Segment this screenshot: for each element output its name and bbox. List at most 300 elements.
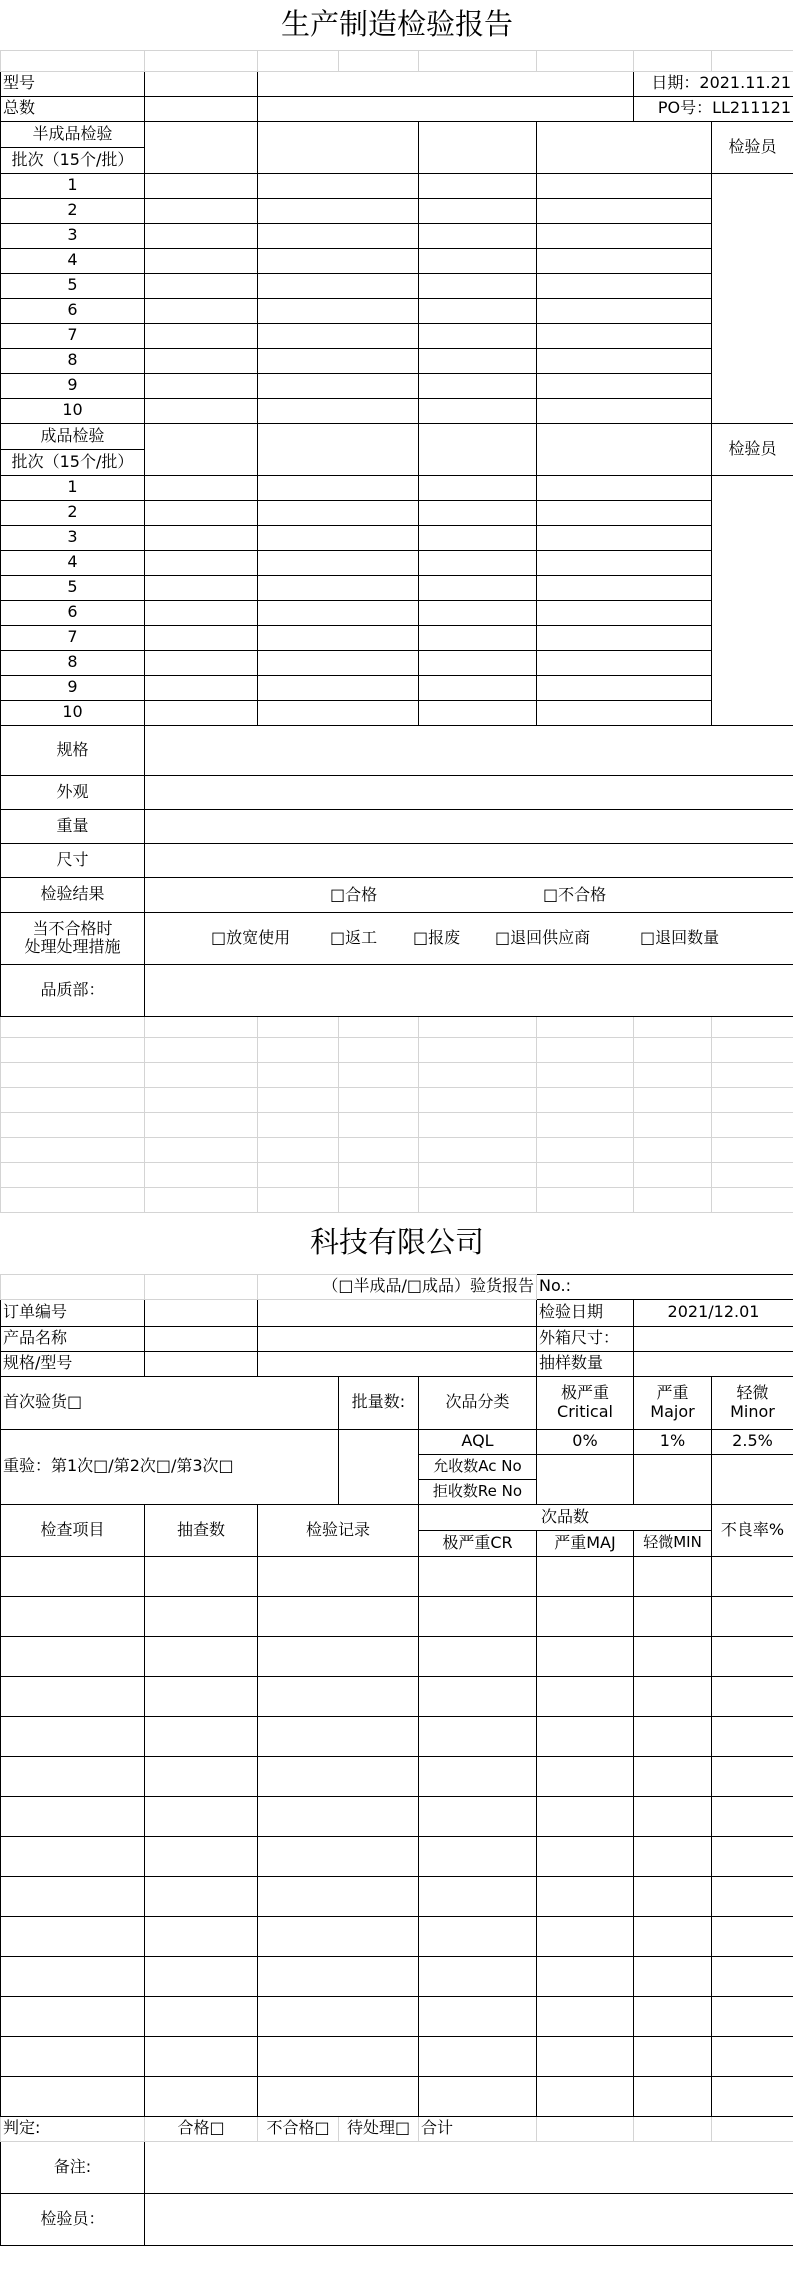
spacer-row-cell (419, 1062, 537, 1087)
inspection-row-cell[interactable] (634, 2036, 712, 2076)
finished-batch-number: 8 (1, 650, 145, 675)
spacer-row-cell (258, 1037, 339, 1062)
inspection-row-cell[interactable] (712, 1996, 793, 2036)
inspection-row-cell[interactable] (258, 1756, 419, 1796)
semi-cell[interactable] (258, 348, 419, 373)
spacer-row-cell (537, 1162, 634, 1187)
finished-cell[interactable] (145, 600, 258, 625)
inspection-row-cell[interactable] (712, 1636, 793, 1676)
spacer-row-cell (339, 1016, 419, 1037)
finished-cell[interactable] (258, 575, 419, 600)
spacer-row (1, 1087, 793, 1112)
appearance-field[interactable] (145, 775, 793, 809)
sample-value[interactable] (634, 1351, 793, 1376)
inspection-row-cell[interactable] (634, 1796, 712, 1836)
judge-pass-checkbox[interactable]: 合格□ (145, 2116, 258, 2141)
spacer-row-cell (537, 1062, 634, 1087)
inspection-row-cell[interactable] (712, 1836, 793, 1876)
major-header (634, 1376, 712, 1429)
fail-checkbox[interactable]: □不合格 (543, 884, 607, 904)
inspection-row-cell[interactable] (634, 1956, 712, 1996)
finished-cell[interactable] (537, 625, 712, 650)
spacer-row-cell (258, 1112, 339, 1137)
inspection-row (1, 1996, 793, 2036)
inspection-row-cell[interactable] (258, 1556, 419, 1596)
minor-header (712, 1376, 793, 1429)
inspection-row-cell[interactable] (712, 1916, 793, 1956)
spacer-row-cell (537, 1137, 634, 1162)
inspection-row-cell[interactable] (419, 1636, 537, 1676)
finished-row (1, 700, 793, 725)
inspection-row-cell[interactable] (712, 1556, 793, 1596)
inspection-row-cell[interactable] (537, 1996, 634, 2036)
inspection-row-cell[interactable] (145, 1996, 258, 2036)
finished-cell[interactable] (419, 625, 537, 650)
inspection-row-cell[interactable] (1, 2036, 145, 2076)
inspection-row-cell[interactable] (258, 2036, 419, 2076)
spacer-row-cell (1, 1162, 145, 1187)
semi-heading: 半成品检验 (1, 121, 145, 147)
semi-batch-number: 8 (1, 348, 145, 373)
spacer-row-cell (145, 1037, 258, 1062)
finished-cell[interactable] (419, 525, 537, 550)
inspection-row-cell[interactable] (634, 1636, 712, 1676)
inspection-row-cell[interactable] (712, 1676, 793, 1716)
carton-value[interactable] (634, 1326, 793, 1351)
inspection-row-cell[interactable] (258, 1596, 419, 1636)
product-label: 产品名称 (1, 1326, 145, 1351)
inspection-row-cell[interactable] (145, 1596, 258, 1636)
inspection-row-cell[interactable] (258, 1636, 419, 1676)
semi-cell[interactable] (145, 198, 258, 223)
inspection-row-cell[interactable] (145, 2036, 258, 2076)
inspection-row-cell[interactable] (419, 1716, 537, 1756)
inspection-row-cell[interactable] (258, 1876, 419, 1916)
inspection-row-cell[interactable] (537, 1556, 634, 1596)
inspection-row-cell[interactable] (1, 1956, 145, 1996)
spacer-row-cell (258, 1087, 339, 1112)
semi-cell[interactable] (419, 373, 537, 398)
major-line1: 严重 (656, 1383, 689, 1403)
inspection-row-cell[interactable] (258, 1676, 419, 1716)
inspection-row-cell[interactable] (145, 1716, 258, 1756)
spec-model-field[interactable] (258, 1351, 537, 1376)
inspection-row-cell[interactable] (634, 1836, 712, 1876)
inspection-row-cell[interactable] (537, 1916, 634, 1956)
semi-row (1, 348, 793, 373)
measure-relax-checkbox[interactable]: □放宽使用 (211, 927, 291, 947)
spacer-row-cell (145, 1137, 258, 1162)
finished-cell[interactable] (537, 600, 712, 625)
spacer-row-cell (145, 1087, 258, 1112)
inspection-row-cell[interactable] (1, 1636, 145, 1676)
finished-cell[interactable] (145, 475, 258, 500)
semi-row (1, 323, 793, 348)
inspection-row-cell[interactable] (537, 1836, 634, 1876)
inspection-row-cell[interactable] (419, 1756, 537, 1796)
spacer-row-cell (712, 1112, 793, 1137)
semi-cell[interactable] (537, 248, 712, 273)
inspector-sign-field[interactable] (145, 2193, 793, 2245)
semi-row (1, 248, 793, 273)
finished-cell[interactable] (145, 675, 258, 700)
inspection-row-cell[interactable] (1, 1676, 145, 1716)
finished-cell[interactable] (419, 650, 537, 675)
inspection-row-cell[interactable] (634, 1596, 712, 1636)
inspection-row (1, 1596, 793, 1636)
spacer-row-cell (145, 1062, 258, 1087)
semi-cell[interactable] (537, 173, 712, 198)
semi-cell[interactable] (258, 198, 419, 223)
spacer-row-cell (537, 1112, 634, 1137)
finished-heading: 成品检验 (1, 423, 145, 449)
finished-cell[interactable] (258, 550, 419, 575)
semi-cell[interactable] (145, 248, 258, 273)
total-field[interactable] (258, 96, 634, 121)
spacer-row-cell (1, 1187, 145, 1212)
spacer-row (1, 1162, 793, 1187)
remark-field[interactable] (145, 2141, 793, 2193)
batch-value[interactable] (339, 1429, 419, 1504)
spacer-row (1, 1016, 793, 1037)
critical-line1: 极严重 (560, 1383, 609, 1403)
semi-batch-number: 4 (1, 248, 145, 273)
spec-model-label: 规格/型号 (1, 1351, 145, 1376)
inspection-row-cell[interactable] (1, 1596, 145, 1636)
measures-label-line1: 当不合格时 (32, 918, 113, 938)
finished-inspector-cell[interactable] (712, 475, 793, 725)
measure-options (145, 912, 793, 964)
weight-field[interactable] (145, 809, 793, 843)
semi-cell[interactable] (145, 298, 258, 323)
inspection-row-cell[interactable] (1, 1916, 145, 1956)
aql-label: AQL (419, 1429, 537, 1454)
finished-cell[interactable] (419, 500, 537, 525)
inspection-row-cell[interactable] (419, 1676, 537, 1716)
inspection-row (1, 1756, 793, 1796)
finished-cell[interactable] (258, 500, 419, 525)
model-label: 型号 (1, 71, 145, 96)
finished-cell[interactable] (537, 675, 712, 700)
inspection-row-cell[interactable] (537, 2036, 634, 2076)
inspection-row-cell[interactable] (537, 1716, 634, 1756)
inspection-row-cell[interactable] (634, 1876, 712, 1916)
spacer-row-cell (712, 1087, 793, 1112)
inspection-row-cell[interactable] (712, 1796, 793, 1836)
semi-cell[interactable] (537, 323, 712, 348)
inspection-row-cell[interactable] (712, 2076, 793, 2116)
inspection-row-cell[interactable] (419, 1836, 537, 1876)
semi-cell[interactable] (419, 223, 537, 248)
inspection-row-cell[interactable] (712, 1756, 793, 1796)
semi-cell[interactable] (537, 348, 712, 373)
inspection-row (1, 1716, 793, 1756)
inspection-row-cell[interactable] (145, 1836, 258, 1876)
first-inspect-label[interactable]: 首次验货□ (1, 1376, 339, 1429)
appearance-label: 外观 (1, 775, 145, 809)
inspection-row-cell[interactable] (419, 2036, 537, 2076)
inspection-row-cell[interactable] (1, 1756, 145, 1796)
semi-cell[interactable] (145, 223, 258, 248)
inspection-row-cell[interactable] (634, 1556, 712, 1596)
spacer-row-cell (634, 1016, 712, 1037)
inspection-row-cell[interactable] (712, 1596, 793, 1636)
inspection-row-cell[interactable] (537, 1636, 634, 1676)
inspection-row-cell[interactable] (419, 1556, 537, 1596)
spec-model-value[interactable] (145, 1351, 258, 1376)
finished-batch-number: 1 (1, 475, 145, 500)
semi-cell[interactable] (258, 373, 419, 398)
semi-cell[interactable] (537, 298, 712, 323)
finished-cell[interactable] (537, 650, 712, 675)
semi-cell[interactable] (419, 248, 537, 273)
spacer-row (1, 1187, 793, 1212)
product-value[interactable] (145, 1326, 258, 1351)
finished-cell[interactable] (258, 475, 419, 500)
size-label: 尺寸 (1, 843, 145, 877)
total-value[interactable] (145, 96, 258, 121)
model-value[interactable] (145, 71, 258, 96)
spacer-row-cell (339, 1112, 419, 1137)
inspection-row (1, 1956, 793, 1996)
inspection-row (1, 1876, 793, 1916)
finished-batch-number: 3 (1, 525, 145, 550)
semi-cell[interactable] (419, 348, 537, 373)
finished-row (1, 550, 793, 575)
finished-row (1, 575, 793, 600)
inspection-row-cell[interactable] (712, 1956, 793, 1996)
finished-cell[interactable] (419, 575, 537, 600)
spacer-row-cell (634, 1062, 712, 1087)
inspection-row-cell[interactable] (419, 1956, 537, 1996)
inspection-row-cell[interactable] (419, 1596, 537, 1636)
result-label: 检验结果 (1, 877, 145, 912)
finished-cell[interactable] (258, 625, 419, 650)
inspection-row-cell[interactable] (258, 1716, 419, 1756)
spacer-row (1, 1062, 793, 1087)
finished-cell[interactable] (258, 525, 419, 550)
semi-row (1, 173, 793, 198)
inspection-row-cell[interactable] (258, 1956, 419, 1996)
finished-cell[interactable] (537, 575, 712, 600)
finished-cell[interactable] (145, 625, 258, 650)
inspection-row-cell[interactable] (145, 1676, 258, 1716)
semi-row (1, 298, 793, 323)
inspection-row-cell[interactable] (419, 1996, 537, 2036)
semi-cell[interactable] (145, 398, 258, 423)
inspection-row-cell[interactable] (1, 1996, 145, 2036)
inspection-row-cell[interactable] (537, 1756, 634, 1796)
inspect-date-label: 检验日期 (537, 1299, 634, 1326)
semi-cell[interactable] (537, 273, 712, 298)
semi-cell[interactable] (419, 273, 537, 298)
finished-cell[interactable] (419, 600, 537, 625)
inspection-row-cell[interactable] (258, 1996, 419, 2036)
finished-cell[interactable] (419, 675, 537, 700)
inspection-row-cell[interactable] (1, 1716, 145, 1756)
size-field[interactable] (145, 843, 793, 877)
spacer-row-cell (1, 1037, 145, 1062)
qa-field[interactable] (145, 964, 793, 1016)
product-field[interactable] (258, 1326, 537, 1351)
inspection-row-cell[interactable] (1, 2076, 145, 2116)
spacer-row-cell (419, 1087, 537, 1112)
inspection-row-cell[interactable] (145, 1916, 258, 1956)
inspection-row-cell[interactable] (537, 1956, 634, 1996)
report-title: 生产制造检验报告 (281, 7, 514, 42)
inspection-row-cell[interactable] (419, 1916, 537, 1956)
pass-checkbox[interactable]: □合格 (330, 884, 378, 904)
model-field[interactable] (258, 71, 634, 96)
semi-cell[interactable] (145, 373, 258, 398)
judge-pending-checkbox[interactable]: 待处理□ (339, 2116, 419, 2141)
semi-cell[interactable] (537, 198, 712, 223)
spacer-row-cell (1, 1112, 145, 1137)
inspector-sign-label: 检验员： (1, 2193, 145, 2245)
inspection-row-cell[interactable] (634, 1676, 712, 1716)
finished-cell[interactable] (145, 700, 258, 725)
semi-cell[interactable] (258, 323, 419, 348)
semi-cell[interactable] (145, 323, 258, 348)
semi-batch-label: 批次（15个/批） (1, 147, 145, 173)
inspection-row-cell[interactable] (258, 2076, 419, 2116)
aql-critical: 0% (537, 1429, 634, 1454)
finished-cell[interactable] (258, 675, 419, 700)
col-cr: 极严重CR (419, 1530, 537, 1556)
semi-inspector-cell[interactable] (712, 173, 793, 423)
inspection-row-cell[interactable] (634, 1996, 712, 2036)
spacer-row (1, 1037, 793, 1062)
measure-return-qty-checkbox[interactable]: □退回数量 (640, 927, 720, 947)
inspection-row-cell[interactable] (258, 1836, 419, 1876)
inspection-row-cell[interactable] (1, 1836, 145, 1876)
spacer-row-cell (634, 1112, 712, 1137)
inspection-row-cell[interactable] (1, 1876, 145, 1916)
semi-cell[interactable] (145, 273, 258, 298)
finished-cell[interactable] (537, 500, 712, 525)
inspection-row-cell[interactable] (634, 1916, 712, 1956)
inspection-row-cell[interactable] (145, 1556, 258, 1596)
measure-return-supplier-checkbox[interactable]: □退回供应商 (495, 927, 591, 947)
spacer-row-cell (419, 1037, 537, 1062)
semi-cell[interactable] (258, 273, 419, 298)
spacer-row-cell (634, 1137, 712, 1162)
semi-cell[interactable] (145, 348, 258, 373)
sample-label: 抽样数量 (537, 1351, 634, 1376)
semi-cell[interactable] (419, 173, 537, 198)
inspection-row-cell[interactable] (145, 1956, 258, 1996)
spacer-row-cell (419, 1162, 537, 1187)
accept-label: 允收数Ac No (419, 1454, 537, 1479)
finished-cell[interactable] (145, 550, 258, 575)
finished-inspector-label: 检验员 (712, 423, 793, 475)
qa-label: 品质部： (1, 964, 145, 1016)
inspection-row-cell[interactable] (258, 1916, 419, 1956)
spacer-row-cell (1, 1137, 145, 1162)
inspection-row-cell[interactable] (419, 1796, 537, 1836)
finished-cell[interactable] (258, 700, 419, 725)
finished-cell[interactable] (145, 525, 258, 550)
semi-cell[interactable] (419, 298, 537, 323)
inspection-row-cell[interactable] (537, 1676, 634, 1716)
semi-cell[interactable] (258, 173, 419, 198)
semi-cell[interactable] (258, 223, 419, 248)
inspection-row-cell[interactable] (537, 1876, 634, 1916)
total-label: 总数 (1, 96, 145, 121)
order-field[interactable] (258, 1299, 537, 1326)
inspection-row-cell[interactable] (712, 1716, 793, 1756)
judge-total-label: 合计 (419, 2116, 537, 2141)
finished-cell[interactable] (537, 700, 712, 725)
finished-cell[interactable] (537, 475, 712, 500)
inspection-row (1, 2036, 793, 2076)
carton-label: 外箱尺寸： (537, 1326, 634, 1351)
semi-cell[interactable] (419, 323, 537, 348)
po-label: PO号：LL211121 (634, 96, 793, 121)
inspection-row-cell[interactable] (1, 1796, 145, 1836)
inspection-row (1, 1636, 793, 1676)
measure-scrap-checkbox[interactable]: □报废 (413, 927, 461, 947)
spec-field[interactable] (145, 725, 793, 775)
finished-cell[interactable] (419, 550, 537, 575)
semi-cell[interactable] (537, 373, 712, 398)
inspection-row-cell[interactable] (634, 1716, 712, 1756)
inspection-row-cell[interactable] (634, 2076, 712, 2116)
inspection-row-cell[interactable] (712, 2036, 793, 2076)
judge-fail-checkbox[interactable]: 不合格□ (258, 2116, 339, 2141)
inspection-row-cell[interactable] (712, 1876, 793, 1916)
inspection-row-cell[interactable] (419, 2076, 537, 2116)
semi-cell[interactable] (537, 223, 712, 248)
finished-cell[interactable] (258, 600, 419, 625)
semi-cell[interactable] (419, 398, 537, 423)
inspection-row-cell[interactable] (145, 1636, 258, 1676)
finished-cell[interactable] (419, 700, 537, 725)
semi-cell[interactable] (258, 298, 419, 323)
inspection-row-cell[interactable] (145, 1796, 258, 1836)
measure-rework-checkbox[interactable]: □返工 (330, 927, 378, 947)
finished-cell[interactable] (145, 650, 258, 675)
order-value[interactable] (145, 1299, 258, 1326)
inspection-row-cell[interactable] (145, 2076, 258, 2116)
finished-row (1, 600, 793, 625)
inspection-row-cell[interactable] (634, 1756, 712, 1796)
finished-cell[interactable] (258, 650, 419, 675)
finished-cell[interactable] (537, 550, 712, 575)
inspection-row-cell[interactable] (419, 1876, 537, 1916)
semi-cell[interactable] (145, 173, 258, 198)
finished-cell[interactable] (537, 525, 712, 550)
inspection-row-cell[interactable] (145, 1876, 258, 1916)
inspection-row-cell[interactable] (1, 1556, 145, 1596)
inspection-row-cell[interactable] (537, 1796, 634, 1836)
reinspect-label[interactable]: 重验：第1次□/第2次□/第3次□ (1, 1429, 339, 1504)
finished-cell[interactable] (145, 500, 258, 525)
semi-cell[interactable] (258, 398, 419, 423)
inspection-row-cell[interactable] (258, 1796, 419, 1836)
finished-batch-number: 6 (1, 600, 145, 625)
critical-line2: Critical (557, 1401, 613, 1421)
finished-cell[interactable] (145, 575, 258, 600)
semi-cell[interactable] (258, 248, 419, 273)
inspection-row-cell[interactable] (537, 1596, 634, 1636)
semi-cell[interactable] (537, 398, 712, 423)
inspection-row-cell[interactable] (537, 2076, 634, 2116)
inspection-row-cell[interactable] (145, 1756, 258, 1796)
finished-cell[interactable] (419, 475, 537, 500)
semi-cell[interactable] (419, 198, 537, 223)
spacer-row (1, 1137, 793, 1162)
